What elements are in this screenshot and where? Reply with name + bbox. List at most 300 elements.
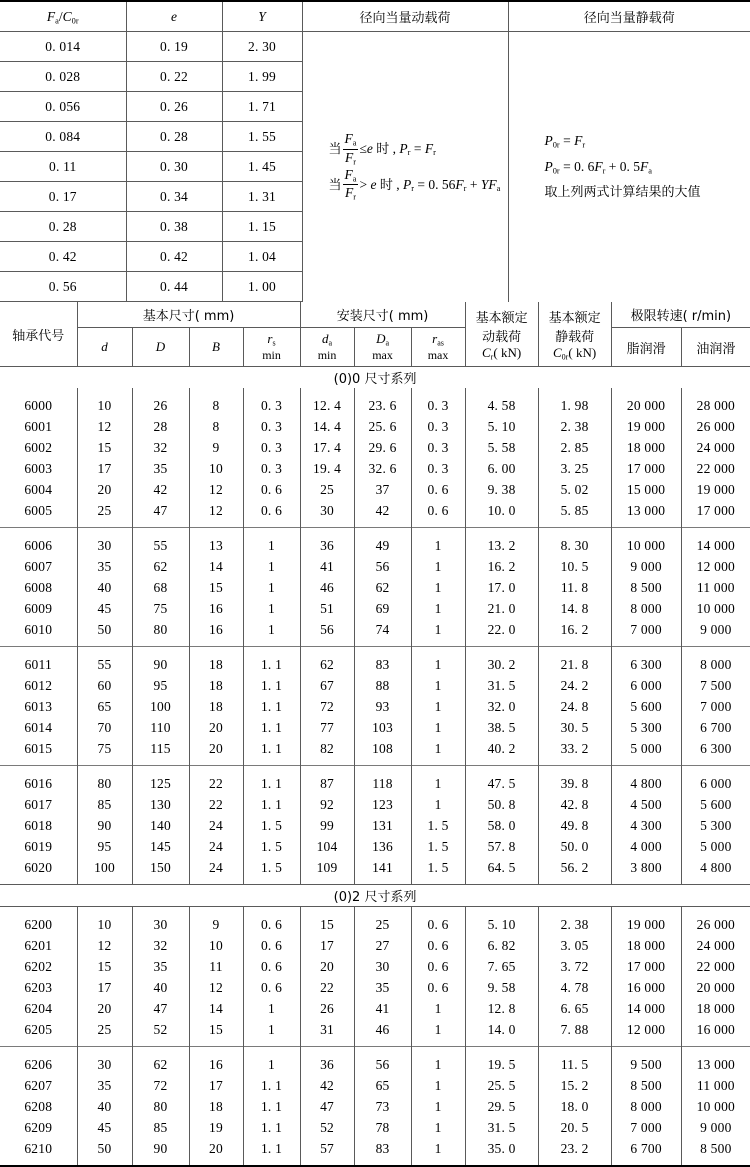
outer-d: 32 xyxy=(132,935,189,956)
grease-speed: 10 000 xyxy=(611,528,681,557)
bearing-code: 6201 xyxy=(0,935,77,956)
dynamic-rating: 57. 8 xyxy=(465,836,538,857)
table-row[interactable] xyxy=(0,857,750,885)
da-min: 77 xyxy=(300,717,354,738)
outer-d: 115 xyxy=(132,738,189,766)
Da-max: 35 xyxy=(354,977,411,998)
width-B: 20 xyxy=(189,1138,243,1166)
oil-speed: 14 000 xyxy=(681,528,750,557)
bearing-code: 6007 xyxy=(0,556,77,577)
header-static-rating: 基本额定 静载荷 $C_{0r}$( kN) xyxy=(538,302,611,367)
bore-d: 35 xyxy=(77,1075,132,1096)
Da-max: 42 xyxy=(354,500,411,528)
dynamic-rating: 29. 5 xyxy=(465,1096,538,1117)
ras-max: 0. 3 xyxy=(411,458,465,479)
table-row[interactable] xyxy=(0,1075,750,1096)
dynamic-rating: 10. 0 xyxy=(465,500,538,528)
table-row[interactable] xyxy=(0,836,750,857)
ras-max: 1. 5 xyxy=(411,836,465,857)
table-row[interactable] xyxy=(0,437,750,458)
table-row[interactable] xyxy=(0,388,750,416)
cell-Y: 1. 45 xyxy=(222,152,302,182)
bearing-code: 6205 xyxy=(0,1019,77,1047)
ras-max: 1 xyxy=(411,577,465,598)
dynamic-rating: 5. 10 xyxy=(465,907,538,936)
rs-min: 0. 6 xyxy=(243,956,300,977)
da-min: 56 xyxy=(300,619,354,647)
rs-min: 1 xyxy=(243,998,300,1019)
outer-d: 75 xyxy=(132,598,189,619)
table-row[interactable] xyxy=(0,998,750,1019)
cell-Y: 1. 99 xyxy=(222,62,302,92)
bore-d: 20 xyxy=(77,998,132,1019)
dynamic-rating: 58. 0 xyxy=(465,815,538,836)
table-row[interactable] xyxy=(0,647,750,676)
dynamic-rating: 50. 8 xyxy=(465,794,538,815)
da-min: 20 xyxy=(300,956,354,977)
static-rating: 11. 8 xyxy=(538,577,611,598)
series-title-row xyxy=(0,885,750,907)
ras-max: 1 xyxy=(411,528,465,557)
table-row[interactable] xyxy=(0,794,750,815)
ras-max: 0. 6 xyxy=(411,956,465,977)
dynamic-formula-line-1: 当 $\frac{F_a}{F_r}$ ≤e 时 , $P_r = F_r$ xyxy=(329,131,508,166)
grease-speed: 9 500 xyxy=(611,1047,681,1076)
oil-speed: 4 800 xyxy=(681,857,750,885)
cell-Y: 1. 15 xyxy=(222,212,302,242)
table-row[interactable] xyxy=(0,479,750,500)
oil-speed: 17 000 xyxy=(681,500,750,528)
Da-max: 37 xyxy=(354,479,411,500)
bore-d: 100 xyxy=(77,857,132,885)
bore-d: 35 xyxy=(77,556,132,577)
grease-speed: 6 700 xyxy=(611,1138,681,1166)
oil-speed: 11 000 xyxy=(681,577,750,598)
da-min: 12. 4 xyxy=(300,388,354,416)
outer-d: 68 xyxy=(132,577,189,598)
width-B: 9 xyxy=(189,437,243,458)
outer-d: 95 xyxy=(132,675,189,696)
bearing-code: 6210 xyxy=(0,1138,77,1166)
oil-speed: 9 000 xyxy=(681,1117,750,1138)
main-header-row-1 xyxy=(0,302,750,328)
table-row[interactable] xyxy=(0,1138,750,1166)
da-min: 31 xyxy=(300,1019,354,1047)
header-B: B xyxy=(189,328,243,367)
table-row[interactable] xyxy=(0,416,750,437)
Da-max: 46 xyxy=(354,1019,411,1047)
table-row[interactable] xyxy=(0,696,750,717)
width-B: 18 xyxy=(189,1096,243,1117)
dynamic-rating: 30. 2 xyxy=(465,647,538,676)
bearing-code: 6202 xyxy=(0,956,77,977)
Da-max: 30 xyxy=(354,956,411,977)
da-min: 15 xyxy=(300,907,354,936)
grease-speed: 5 000 xyxy=(611,738,681,766)
series-title-row xyxy=(0,367,750,389)
rs-min: 1. 1 xyxy=(243,675,300,696)
bore-d: 20 xyxy=(77,479,132,500)
grease-speed: 8 000 xyxy=(611,1096,681,1117)
bore-d: 25 xyxy=(77,1019,132,1047)
table-row[interactable] xyxy=(0,935,750,956)
series-title: (0)0 尺寸系列 xyxy=(0,367,750,389)
rs-min: 1. 1 xyxy=(243,738,300,766)
rs-min: 0. 3 xyxy=(243,437,300,458)
cell-e: 0. 42 xyxy=(126,242,222,272)
cell-e: 0. 26 xyxy=(126,92,222,122)
Da-max: 73 xyxy=(354,1096,411,1117)
outer-d: 42 xyxy=(132,479,189,500)
bore-d: 80 xyxy=(77,766,132,795)
width-B: 14 xyxy=(189,556,243,577)
bore-d: 25 xyxy=(77,500,132,528)
outer-d: 55 xyxy=(132,528,189,557)
bore-d: 30 xyxy=(77,528,132,557)
bore-d: 70 xyxy=(77,717,132,738)
Da-max: 49 xyxy=(354,528,411,557)
width-B: 8 xyxy=(189,416,243,437)
grease-speed: 5 600 xyxy=(611,696,681,717)
dynamic-rating: 38. 5 xyxy=(465,717,538,738)
static-rating: 2. 38 xyxy=(538,416,611,437)
grease-speed: 13 000 xyxy=(611,500,681,528)
table-row[interactable] xyxy=(0,528,750,557)
bore-d: 65 xyxy=(77,696,132,717)
table-row[interactable] xyxy=(0,907,750,936)
dynamic-rating: 17. 0 xyxy=(465,577,538,598)
static-rating: 5. 02 xyxy=(538,479,611,500)
da-min: 87 xyxy=(300,766,354,795)
Da-max: 93 xyxy=(354,696,411,717)
outer-d: 47 xyxy=(132,500,189,528)
rs-min: 1. 1 xyxy=(243,696,300,717)
oil-speed: 10 000 xyxy=(681,598,750,619)
ras-max: 1 xyxy=(411,1117,465,1138)
bore-d: 15 xyxy=(77,956,132,977)
width-B: 10 xyxy=(189,458,243,479)
grease-speed: 20 000 xyxy=(611,388,681,416)
ras-max: 1 xyxy=(411,675,465,696)
ras-max: 1 xyxy=(411,1096,465,1117)
ras-max: 1 xyxy=(411,1075,465,1096)
dynamic-rating: 21. 0 xyxy=(465,598,538,619)
bore-d: 45 xyxy=(77,1117,132,1138)
bearing-code: 6013 xyxy=(0,696,77,717)
grease-speed: 17 000 xyxy=(611,458,681,479)
da-min: 46 xyxy=(300,577,354,598)
rs-min: 1. 5 xyxy=(243,857,300,885)
grease-speed: 4 800 xyxy=(611,766,681,795)
Da-max: 136 xyxy=(354,836,411,857)
bearing-code: 6203 xyxy=(0,977,77,998)
static-rating: 56. 2 xyxy=(538,857,611,885)
static-rating: 49. 8 xyxy=(538,815,611,836)
Da-max: 83 xyxy=(354,647,411,676)
Da-max: 29. 6 xyxy=(354,437,411,458)
bore-d: 40 xyxy=(77,1096,132,1117)
coef-row xyxy=(0,32,750,62)
table-row[interactable] xyxy=(0,738,750,766)
cell-e: 0. 38 xyxy=(126,212,222,242)
static-rating: 7. 88 xyxy=(538,1019,611,1047)
header-dynamic-rating: 基本额定 动载荷 $C_r$( kN) xyxy=(465,302,538,367)
ras-max: 1 xyxy=(411,738,465,766)
cell-fa-c0r: 0. 014 xyxy=(0,32,126,62)
grease-speed: 5 300 xyxy=(611,717,681,738)
Da-max: 103 xyxy=(354,717,411,738)
rs-min: 1 xyxy=(243,1019,300,1047)
da-min: 36 xyxy=(300,1047,354,1076)
cell-fa-c0r: 0. 42 xyxy=(0,242,126,272)
table-row[interactable] xyxy=(0,1117,750,1138)
width-B: 14 xyxy=(189,998,243,1019)
bearing-code: 6008 xyxy=(0,577,77,598)
dynamic-rating: 6. 00 xyxy=(465,458,538,479)
rs-min: 1 xyxy=(243,577,300,598)
bearing-code: 6200 xyxy=(0,907,77,936)
dynamic-rating: 9. 38 xyxy=(465,479,538,500)
rs-min: 1 xyxy=(243,598,300,619)
width-B: 16 xyxy=(189,1047,243,1076)
outer-d: 90 xyxy=(132,1138,189,1166)
bearing-code: 6019 xyxy=(0,836,77,857)
Da-max: 32. 6 xyxy=(354,458,411,479)
width-B: 9 xyxy=(189,907,243,936)
width-B: 18 xyxy=(189,696,243,717)
header-grease-lubrication: 脂润滑 xyxy=(611,328,681,367)
Da-max: 41 xyxy=(354,998,411,1019)
da-min: 36 xyxy=(300,528,354,557)
da-min: 41 xyxy=(300,556,354,577)
cell-e: 0. 44 xyxy=(126,272,222,302)
outer-d: 80 xyxy=(132,619,189,647)
static-rating: 16. 2 xyxy=(538,619,611,647)
dynamic-rating: 5. 10 xyxy=(465,416,538,437)
Da-max: 123 xyxy=(354,794,411,815)
ras-max: 1 xyxy=(411,696,465,717)
header-Da-max: $D_a$ max xyxy=(354,328,411,367)
cell-Y: 1. 31 xyxy=(222,182,302,212)
table-row[interactable] xyxy=(0,1019,750,1047)
bore-d: 17 xyxy=(77,458,132,479)
oil-speed: 13 000 xyxy=(681,1047,750,1076)
Da-max: 69 xyxy=(354,598,411,619)
static-rating: 4. 78 xyxy=(538,977,611,998)
bearing-code: 6006 xyxy=(0,528,77,557)
rs-min: 1 xyxy=(243,556,300,577)
bearing-code: 6003 xyxy=(0,458,77,479)
bearing-code: 6014 xyxy=(0,717,77,738)
width-B: 12 xyxy=(189,479,243,500)
rs-min: 0. 6 xyxy=(243,935,300,956)
da-min: 57 xyxy=(300,1138,354,1166)
oil-speed: 22 000 xyxy=(681,458,750,479)
header-basic-dims: 基本尺寸( mm) xyxy=(77,302,300,328)
cell-Y: 2. 30 xyxy=(222,32,302,62)
outer-d: 145 xyxy=(132,836,189,857)
table-row[interactable] xyxy=(0,956,750,977)
rs-min: 0. 6 xyxy=(243,479,300,500)
dynamic-rating: 7. 65 xyxy=(465,956,538,977)
oil-speed: 7 500 xyxy=(681,675,750,696)
ras-max: 0. 3 xyxy=(411,388,465,416)
static-formula-line-2: $P_{0r} = 0$. $6F_r + 0$. $5F_a$ xyxy=(545,154,750,180)
table-row[interactable] xyxy=(0,977,750,998)
outer-d: 35 xyxy=(132,956,189,977)
top-header-row xyxy=(0,1,750,32)
dynamic-rating: 47. 5 xyxy=(465,766,538,795)
ras-max: 1. 5 xyxy=(411,857,465,885)
dynamic-rating: 19. 5 xyxy=(465,1047,538,1076)
bore-d: 10 xyxy=(77,907,132,936)
bearing-code: 6018 xyxy=(0,815,77,836)
width-B: 11 xyxy=(189,956,243,977)
oil-speed: 16 000 xyxy=(681,1019,750,1047)
width-B: 20 xyxy=(189,738,243,766)
grease-speed: 8 500 xyxy=(611,577,681,598)
oil-speed: 9 000 xyxy=(681,619,750,647)
dynamic-rating: 64. 5 xyxy=(465,857,538,885)
bearing-code: 6017 xyxy=(0,794,77,815)
ras-max: 0. 6 xyxy=(411,907,465,936)
rs-min: 0. 6 xyxy=(243,500,300,528)
width-B: 22 xyxy=(189,766,243,795)
static-rating: 15. 2 xyxy=(538,1075,611,1096)
table-row[interactable] xyxy=(0,1096,750,1117)
bearing-code: 6012 xyxy=(0,675,77,696)
cell-e: 0. 30 xyxy=(126,152,222,182)
Da-max: 141 xyxy=(354,857,411,885)
dynamic-rating: 12. 8 xyxy=(465,998,538,1019)
rs-min: 1 xyxy=(243,528,300,557)
bearing-code: 6020 xyxy=(0,857,77,885)
ras-max: 1 xyxy=(411,619,465,647)
oil-speed: 5 600 xyxy=(681,794,750,815)
rs-min: 0. 3 xyxy=(243,416,300,437)
grease-speed: 14 000 xyxy=(611,998,681,1019)
rs-min: 0. 6 xyxy=(243,907,300,936)
bore-d: 50 xyxy=(77,1138,132,1166)
width-B: 19 xyxy=(189,1117,243,1138)
bore-d: 15 xyxy=(77,437,132,458)
static-rating: 50. 0 xyxy=(538,836,611,857)
dynamic-rating: 25. 5 xyxy=(465,1075,538,1096)
static-formula-note: 取上列两式计算结果的大值 xyxy=(545,180,750,205)
grease-speed: 7 000 xyxy=(611,619,681,647)
outer-d: 52 xyxy=(132,1019,189,1047)
static-rating: 3. 25 xyxy=(538,458,611,479)
ras-max: 1 xyxy=(411,556,465,577)
series-title: (0)2 尺寸系列 xyxy=(0,885,750,907)
rs-min: 1. 1 xyxy=(243,794,300,815)
grease-speed: 8 000 xyxy=(611,598,681,619)
oil-speed: 22 000 xyxy=(681,956,750,977)
cell-fa-c0r: 0. 084 xyxy=(0,122,126,152)
dynamic-rating: 13. 2 xyxy=(465,528,538,557)
Da-max: 118 xyxy=(354,766,411,795)
cell-fa-c0r: 0. 028 xyxy=(0,62,126,92)
table-row[interactable] xyxy=(0,815,750,836)
table-row[interactable] xyxy=(0,458,750,479)
static-formula-line-1: $P_{0r} = F_r$ xyxy=(545,128,750,154)
table-row[interactable] xyxy=(0,675,750,696)
header-dynamic-load: 径向当量动载荷 xyxy=(302,1,508,32)
rs-min: 1. 1 xyxy=(243,717,300,738)
grease-speed: 17 000 xyxy=(611,956,681,977)
bearing-code: 6005 xyxy=(0,500,77,528)
dynamic-formula-line-2: 当 $\frac{F_a}{F_r}$ > e 时 , $P_r = 0$. $56F_r + YF_a$ xyxy=(329,167,508,202)
table-row[interactable] xyxy=(0,766,750,795)
rs-min: 0. 3 xyxy=(243,458,300,479)
oil-speed: 26 000 xyxy=(681,907,750,936)
bore-d: 40 xyxy=(77,577,132,598)
static-rating: 10. 5 xyxy=(538,556,611,577)
Da-max: 25 xyxy=(354,907,411,936)
table-row[interactable] xyxy=(0,577,750,598)
ras-max: 1. 5 xyxy=(411,815,465,836)
bore-d: 17 xyxy=(77,977,132,998)
ras-max: 1 xyxy=(411,1019,465,1047)
ras-max: 1 xyxy=(411,998,465,1019)
table-row[interactable] xyxy=(0,500,750,528)
oil-speed: 24 000 xyxy=(681,437,750,458)
cell-fa-c0r: 0. 11 xyxy=(0,152,126,182)
rs-min: 1 xyxy=(243,619,300,647)
dynamic-rating: 31. 5 xyxy=(465,675,538,696)
Da-max: 56 xyxy=(354,1047,411,1076)
cell-fa-c0r: 0. 28 xyxy=(0,212,126,242)
Da-max: 23. 6 xyxy=(354,388,411,416)
da-min: 19. 4 xyxy=(300,458,354,479)
ras-max: 0. 6 xyxy=(411,977,465,998)
width-B: 22 xyxy=(189,794,243,815)
grease-speed: 19 000 xyxy=(611,907,681,936)
dynamic-rating: 35. 0 xyxy=(465,1138,538,1166)
table-row[interactable] xyxy=(0,717,750,738)
table-row[interactable] xyxy=(0,556,750,577)
Da-max: 65 xyxy=(354,1075,411,1096)
static-rating: 20. 5 xyxy=(538,1117,611,1138)
table-row[interactable] xyxy=(0,619,750,647)
header-rs-min: $r_s$ min xyxy=(243,328,300,367)
Da-max: 83 xyxy=(354,1138,411,1166)
cell-Y: 1. 04 xyxy=(222,242,302,272)
cell-e: 0. 22 xyxy=(126,62,222,92)
outer-d: 32 xyxy=(132,437,189,458)
static-rating: 2. 85 xyxy=(538,437,611,458)
da-min: 26 xyxy=(300,998,354,1019)
table-row[interactable] xyxy=(0,1047,750,1076)
bore-d: 95 xyxy=(77,836,132,857)
header-d: d xyxy=(77,328,132,367)
cell-e: 0. 28 xyxy=(126,122,222,152)
ras-max: 1 xyxy=(411,1047,465,1076)
width-B: 16 xyxy=(189,619,243,647)
grease-speed: 6 000 xyxy=(611,675,681,696)
rs-min: 1. 1 xyxy=(243,766,300,795)
da-min: 22 xyxy=(300,977,354,998)
Da-max: 78 xyxy=(354,1117,411,1138)
table-row[interactable] xyxy=(0,598,750,619)
coefficient-and-formula-table xyxy=(0,0,750,302)
da-min: 62 xyxy=(300,647,354,676)
Da-max: 88 xyxy=(354,675,411,696)
da-min: 25 xyxy=(300,479,354,500)
static-rating: 3. 05 xyxy=(538,935,611,956)
da-min: 72 xyxy=(300,696,354,717)
static-rating: 5. 85 xyxy=(538,500,611,528)
